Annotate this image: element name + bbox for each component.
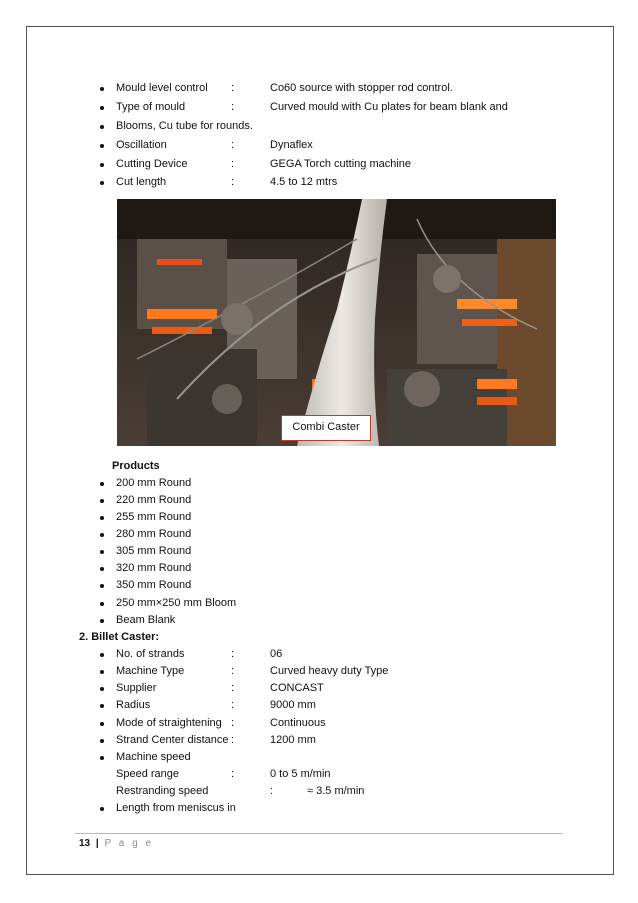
billet-colon: :	[231, 699, 235, 711]
bullet-icon	[100, 584, 104, 588]
speed-range-value: 0 to 5 m/min	[270, 768, 331, 780]
spec-colon: :	[231, 101, 235, 113]
footer-separator: |	[95, 838, 99, 849]
bullet-icon	[100, 704, 104, 708]
billet-value: Curved heavy duty Type	[270, 665, 389, 677]
billet-value: 9000 mm	[270, 699, 316, 711]
spec-value: 4.5 to 12 mtrs	[270, 176, 338, 188]
spec-label: Cut length	[116, 176, 167, 188]
product-item: 250 mm×250 mm Bloom	[116, 597, 237, 609]
bullet-icon	[100, 567, 104, 571]
bullet-icon	[100, 653, 104, 657]
spec-label: Cutting Device	[116, 158, 188, 170]
restranding-label: Restranding speed	[116, 785, 209, 797]
spec-value: Curved mould with Cu plates for beam blank and	[270, 101, 508, 113]
product-item: 320 mm Round	[116, 562, 192, 574]
bullet-icon	[100, 687, 104, 691]
bullet-icon	[100, 739, 104, 743]
product-item: Beam Blank	[116, 614, 176, 626]
page-word: P a g e	[104, 838, 154, 849]
billet-last-item: Length from meniscus in	[116, 802, 236, 814]
billet-colon: :	[231, 665, 235, 677]
bullet-icon	[100, 106, 104, 110]
bullet-icon	[100, 807, 104, 811]
billet-value: 06	[270, 648, 283, 660]
bullet-icon	[100, 144, 104, 148]
billet-value: 1200 mm	[270, 734, 316, 746]
product-item: 255 mm Round	[116, 511, 192, 523]
speed-range-colon: :	[231, 768, 235, 780]
spec-label: Mould level control	[116, 82, 208, 94]
bullet-icon	[100, 550, 104, 554]
page-border	[26, 26, 614, 875]
product-item: 350 mm Round	[116, 579, 192, 591]
billet-colon: :	[231, 734, 235, 746]
billet-heading: 2. Billet Caster:	[79, 631, 160, 643]
billet-colon: :	[231, 717, 235, 729]
spec-value: GEGA Torch cutting machine	[270, 158, 412, 170]
restranding-colon: :	[270, 785, 274, 797]
bullet-icon	[100, 670, 104, 674]
billet-label: Mode of straightening	[116, 717, 222, 729]
spec-value: Dynaflex	[270, 139, 313, 151]
bullet-icon	[100, 499, 104, 503]
spec-colon: :	[231, 158, 235, 170]
billet-value: Continuous	[270, 717, 326, 729]
product-item: 280 mm Round	[116, 528, 192, 540]
bullet-icon	[100, 482, 104, 486]
billet-colon: :	[231, 648, 235, 660]
billet-value: CONCAST	[270, 682, 324, 694]
spec-label: Type of mould	[116, 101, 186, 113]
restranding-value: ≈ 3.5 m/min	[307, 785, 365, 797]
spec-value: Co60 source with stopper rod control.	[270, 82, 453, 94]
spec-colon: :	[231, 139, 235, 151]
billet-label: Machine speed	[116, 751, 191, 763]
spec-label: Oscillation	[116, 139, 167, 151]
bullet-icon	[100, 181, 104, 185]
product-item: 305 mm Round	[116, 545, 192, 557]
bullet-icon	[100, 756, 104, 760]
billet-label: Strand Center distance	[116, 734, 229, 746]
bullet-icon	[100, 125, 104, 129]
billet-label: Radius	[116, 699, 151, 711]
spec-colon: :	[231, 82, 235, 94]
footer-rule	[75, 833, 563, 834]
photo-caption: Combi Caster	[281, 415, 371, 441]
page-number: 13	[79, 838, 91, 849]
product-item: 220 mm Round	[116, 494, 192, 506]
bullet-icon	[100, 163, 104, 167]
caster-illustration	[117, 199, 556, 446]
bullet-icon	[100, 533, 104, 537]
bullet-icon	[100, 619, 104, 623]
bullet-icon	[100, 87, 104, 91]
billet-label: Supplier	[116, 682, 157, 694]
billet-label: Machine Type	[116, 665, 185, 677]
bullet-icon	[100, 516, 104, 520]
combi-caster-photo	[117, 199, 556, 446]
bullet-icon	[100, 722, 104, 726]
page-footer	[79, 837, 154, 851]
spec-label: Blooms, Cu tube for rounds.	[116, 120, 253, 132]
products-heading: Products	[112, 460, 160, 472]
bullet-icon	[100, 602, 104, 606]
product-item: 200 mm Round	[116, 477, 192, 489]
billet-colon: :	[231, 682, 235, 694]
billet-label: No. of strands	[116, 648, 185, 660]
speed-range-label: Speed range	[116, 768, 179, 780]
spec-colon: :	[231, 176, 235, 188]
